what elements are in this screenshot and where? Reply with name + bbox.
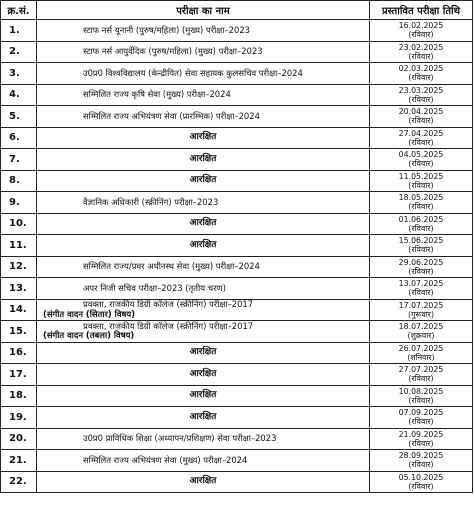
serial-number: 19.	[1, 407, 37, 429]
table-row	[1, 450, 473, 472]
exam-name-text: सम्मिलित राज्य कृषि सेवा (मुख्य) परीक्षा–2024	[83, 89, 231, 99]
date-value: 04.05.2025	[398, 150, 444, 160]
table-row	[1, 235, 473, 257]
exam-date	[370, 428, 473, 450]
exam-date	[370, 321, 473, 343]
serial-number: 18.	[1, 385, 37, 407]
exam-name-text: आरक्षित	[189, 390, 217, 400]
exam-date	[370, 471, 473, 493]
date-value: 17.07.2025	[398, 300, 444, 310]
serial-number: 22.	[1, 471, 37, 493]
date-value: 11.05.2025	[398, 171, 444, 181]
exam-date	[370, 20, 473, 42]
exam-date	[370, 299, 473, 321]
exam-name-text: आरक्षित	[189, 153, 217, 164]
exam-date	[370, 63, 473, 85]
exam-name	[37, 192, 370, 214]
serial-number: 3.	[1, 63, 37, 85]
serial-number: 8.	[1, 170, 37, 192]
exam-name	[37, 41, 370, 63]
exam-name-text: आरक्षित	[189, 411, 217, 422]
day-value: (रविवार)	[408, 51, 434, 61]
exam-date	[370, 235, 473, 257]
day-value: (शनिवार)	[407, 352, 435, 362]
exam-date	[370, 278, 473, 300]
date-value: 27.07.2025	[398, 365, 444, 375]
date-value: 18.05.2025	[398, 193, 444, 203]
serial-number: 6.	[1, 127, 37, 149]
table-row	[1, 471, 473, 493]
exam-name-text: प्रवक्ता, राजकीय डिग्री कॉलेज (स्क्रीनिंग) परीक्षा–2017	[83, 320, 254, 331]
table-row	[1, 385, 473, 407]
exam-date	[370, 450, 473, 472]
date-value: 13.07.2025	[398, 279, 444, 289]
reserved-slot	[37, 149, 370, 171]
date-value: 21.09.2025	[398, 429, 444, 439]
day-value: (रविवार)	[408, 180, 434, 190]
exam-name-text: आरक्षित	[189, 239, 217, 250]
serial-number: 9.	[1, 192, 37, 214]
day-value: (रविवार)	[408, 481, 434, 491]
exam-date	[370, 41, 473, 63]
exam-name	[37, 256, 370, 278]
date-value: 28.09.2025	[398, 451, 444, 461]
exam-date	[370, 170, 473, 192]
table-row	[1, 428, 473, 450]
exam-date	[370, 106, 473, 128]
table-row	[1, 63, 473, 85]
table-row	[1, 364, 473, 386]
day-value: (रविवार)	[408, 73, 434, 83]
date-value: 10.08.2025	[398, 386, 444, 396]
exam-name-text: आरक्षित	[189, 175, 217, 185]
table-row	[1, 213, 473, 235]
exam-name	[37, 321, 370, 343]
table-row	[1, 321, 473, 343]
date-value: 01.06.2025	[398, 214, 444, 224]
exam-name-text: सम्मिलित राज्य अभियंत्रण सेवा (मुख्य) परीक्षा–2024	[83, 454, 248, 465]
serial-number: 17.	[1, 364, 37, 386]
exam-date	[370, 213, 473, 235]
exam-name-text: वैज्ञानिक अधिकारी (स्क्रीनिंग) परीक्षा–2023	[83, 196, 219, 207]
day-value: (रविवार)	[408, 266, 434, 276]
table-header-row	[1, 1, 473, 20]
exam-date	[370, 364, 473, 386]
exam-date	[370, 192, 473, 214]
exam-name	[37, 428, 370, 450]
date-value: 02.03.2025	[398, 64, 444, 74]
reserved-slot	[37, 170, 370, 192]
serial-number: 20.	[1, 428, 37, 450]
exam-name	[37, 84, 370, 106]
date-value: 27.04.2025	[398, 128, 444, 138]
exam-date	[370, 149, 473, 171]
table-row	[1, 278, 473, 300]
day-value: (गुरूवार)	[407, 309, 435, 319]
date-value: 20.04.2025	[398, 107, 444, 117]
reserved-slot	[37, 471, 370, 493]
exam-name	[37, 278, 370, 300]
exam-date	[370, 342, 473, 364]
exam-name	[37, 450, 370, 472]
reserved-slot	[37, 213, 370, 235]
date-value: 16.02.2025	[398, 21, 444, 31]
day-value: (रविवार)	[408, 94, 434, 104]
reserved-slot	[37, 385, 370, 407]
table-row	[1, 106, 473, 128]
serial-number: 1.	[1, 20, 37, 42]
table-row	[1, 407, 473, 429]
serial-number: 11.	[1, 235, 37, 257]
exam-name-text: अपर निजी सचिव परीक्षा–2023 (तृतीय चरण)	[83, 282, 226, 293]
day-value: (रविवार)	[408, 417, 434, 427]
exam-name-text: आरक्षित	[189, 218, 217, 228]
exam-name-text: उ0प्र0 प्राविधिक शिक्षा (अध्यापन/प्रशिक्षण) सेवा परीक्षा–2023	[83, 433, 277, 443]
exam-date	[370, 407, 473, 429]
table-row	[1, 41, 473, 63]
date-value: 07.09.2025	[398, 408, 444, 418]
exam-date	[370, 256, 473, 278]
exam-date	[370, 385, 473, 407]
exam-date	[370, 127, 473, 149]
table-row	[1, 342, 473, 364]
day-value: (रविवार)	[408, 438, 434, 448]
day-value: (रविवार)	[408, 30, 434, 40]
date-value: 26.07.2025	[398, 343, 444, 353]
table-row	[1, 192, 473, 214]
exam-name-text: स्टाफ नर्स यूनानी (पुरुष/महिला) (मुख्य) परीक्षा–2023	[83, 24, 250, 35]
exam-name	[37, 299, 370, 321]
reserved-slot	[37, 407, 370, 429]
serial-number: 10.	[1, 213, 37, 235]
day-value: (रविवार)	[408, 374, 434, 384]
day-value: (रविवार)	[408, 223, 434, 233]
date-value: 05.10.2025	[398, 472, 444, 482]
exam-name-text: आरक्षित	[189, 132, 217, 142]
header-proposed-date: प्रस्तावित परीक्षा तिथि	[370, 1, 473, 20]
table-row	[1, 256, 473, 278]
exam-name-text: आरक्षित	[189, 368, 217, 379]
reserved-slot	[37, 127, 370, 149]
serial-number: 16.	[1, 342, 37, 364]
serial-number: 12.	[1, 256, 37, 278]
day-value: (रविवार)	[408, 245, 434, 255]
day-value: (रविवार)	[408, 460, 434, 470]
day-value: (रविवार)	[408, 202, 434, 212]
reserved-slot	[37, 364, 370, 386]
date-value: 23.03.2025	[398, 85, 444, 95]
table-row	[1, 20, 473, 42]
day-value: (शुक्रवार)	[407, 331, 435, 341]
date-value: 15.06.2025	[398, 236, 444, 246]
exam-name-text: प्रवक्ता, राजकीय डिग्री कॉलेज (स्क्रीनिंग) परीक्षा–2017	[83, 299, 254, 310]
table-row	[1, 127, 473, 149]
serial-number: 13.	[1, 278, 37, 300]
exam-name-text: उ0प्र0 विश्वविद्यालय (केन्द्रीयित) सेवा सहायक कुलसचिव परीक्षा–2024	[83, 67, 303, 78]
date-value: 23.02.2025	[398, 42, 444, 52]
exam-subject-text: (संगीत वादन (तबला) विषय)	[43, 330, 135, 341]
table-row	[1, 149, 473, 171]
date-value: 18.07.2025	[398, 322, 444, 332]
header-exam-name: परीक्षा का नाम	[37, 1, 370, 20]
exam-name	[37, 20, 370, 42]
exam-date	[370, 84, 473, 106]
table-row	[1, 84, 473, 106]
day-value: (रविवार)	[408, 288, 434, 298]
reserved-slot	[37, 235, 370, 257]
exam-subject-text: (संगीत वादन (सितार) विषय)	[43, 308, 136, 319]
exam-name	[37, 63, 370, 85]
exam-name-text: सम्मिलित राज्य/प्रवर अधीनस्थ सेवा (मुख्य) परीक्षा–2024	[83, 261, 260, 271]
table-row	[1, 170, 473, 192]
exam-name	[37, 106, 370, 128]
day-value: (रविवार)	[408, 116, 434, 126]
serial-number: 5.	[1, 106, 37, 128]
serial-number: 15.	[1, 321, 37, 343]
exam-name-text: आरक्षित	[189, 476, 217, 486]
exam-name-text: स्टाफ नर्स आयुर्वेदिक (पुरुष/महिला) (मुख्य) परीक्षा–2023	[83, 46, 263, 56]
serial-number: 4.	[1, 84, 37, 106]
table-row	[1, 299, 473, 321]
serial-number: 7.	[1, 149, 37, 171]
day-value: (रविवार)	[408, 159, 434, 169]
serial-number: 14.	[1, 299, 37, 321]
header-serial: क्र.सं.	[1, 1, 37, 20]
serial-number: 21.	[1, 450, 37, 472]
serial-number: 2.	[1, 41, 37, 63]
day-value: (रविवार)	[408, 137, 434, 147]
exam-name-text: सम्मिलित राज्य अभियंत्रण सेवा (प्रारम्भिक) परीक्षा–2024	[83, 110, 260, 121]
exam-name-text: आरक्षित	[189, 347, 217, 357]
day-value: (रविवार)	[408, 395, 434, 405]
reserved-slot	[37, 342, 370, 364]
date-value: 29.06.2025	[398, 257, 444, 267]
